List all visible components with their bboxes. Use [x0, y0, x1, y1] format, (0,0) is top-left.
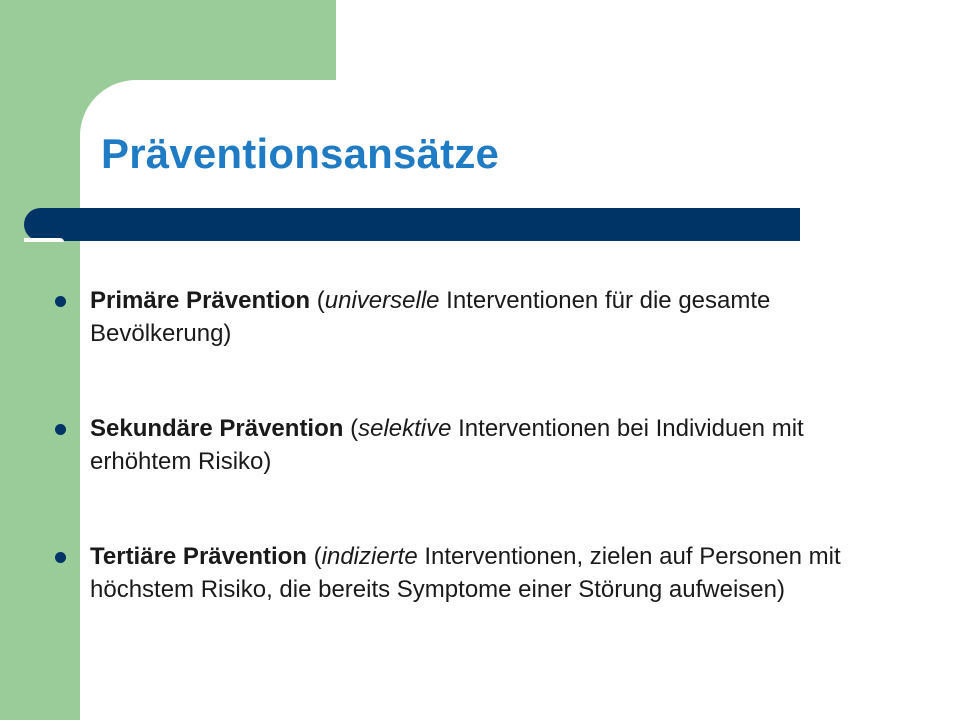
bullet-emphasis: universelle	[324, 287, 440, 314]
bullet-paren: (	[343, 415, 359, 442]
bullet-item-primary	[54, 284, 874, 350]
underline-notch	[24, 238, 64, 242]
bullet-lead: Primäre Prävention	[90, 287, 311, 314]
bullet-item-secondary	[54, 412, 874, 478]
bullet-dot-icon	[55, 424, 66, 435]
title-underline-bar	[24, 208, 800, 241]
bullet-lead: Tertiäre Prävention	[90, 543, 307, 570]
bullet-emphasis: selektive	[358, 415, 452, 442]
bullet-paren: (	[306, 543, 322, 570]
bullet-paren: (	[310, 287, 325, 314]
bullet-item-tertiary	[54, 540, 874, 606]
bullet-dot-icon	[55, 296, 66, 307]
bullet-text: Interventionen für die gesamte Bevölkerung)	[90, 287, 771, 347]
slide-title: Präventionsansätze	[101, 130, 500, 177]
bullet-lead: Sekundäre Prävention	[90, 415, 344, 442]
bullet-emphasis: indizierte	[321, 543, 418, 570]
bullet-text: Interventionen, zielen auf Personen mit höchstem Risiko, die bereits Symptome einer Störung aufweisen)	[90, 543, 841, 603]
bullet-text: Interventionen bei Individuen mit erhöhtem Risiko)	[90, 415, 804, 475]
bullet-dot-icon	[55, 552, 66, 563]
bullet-list	[54, 284, 874, 606]
